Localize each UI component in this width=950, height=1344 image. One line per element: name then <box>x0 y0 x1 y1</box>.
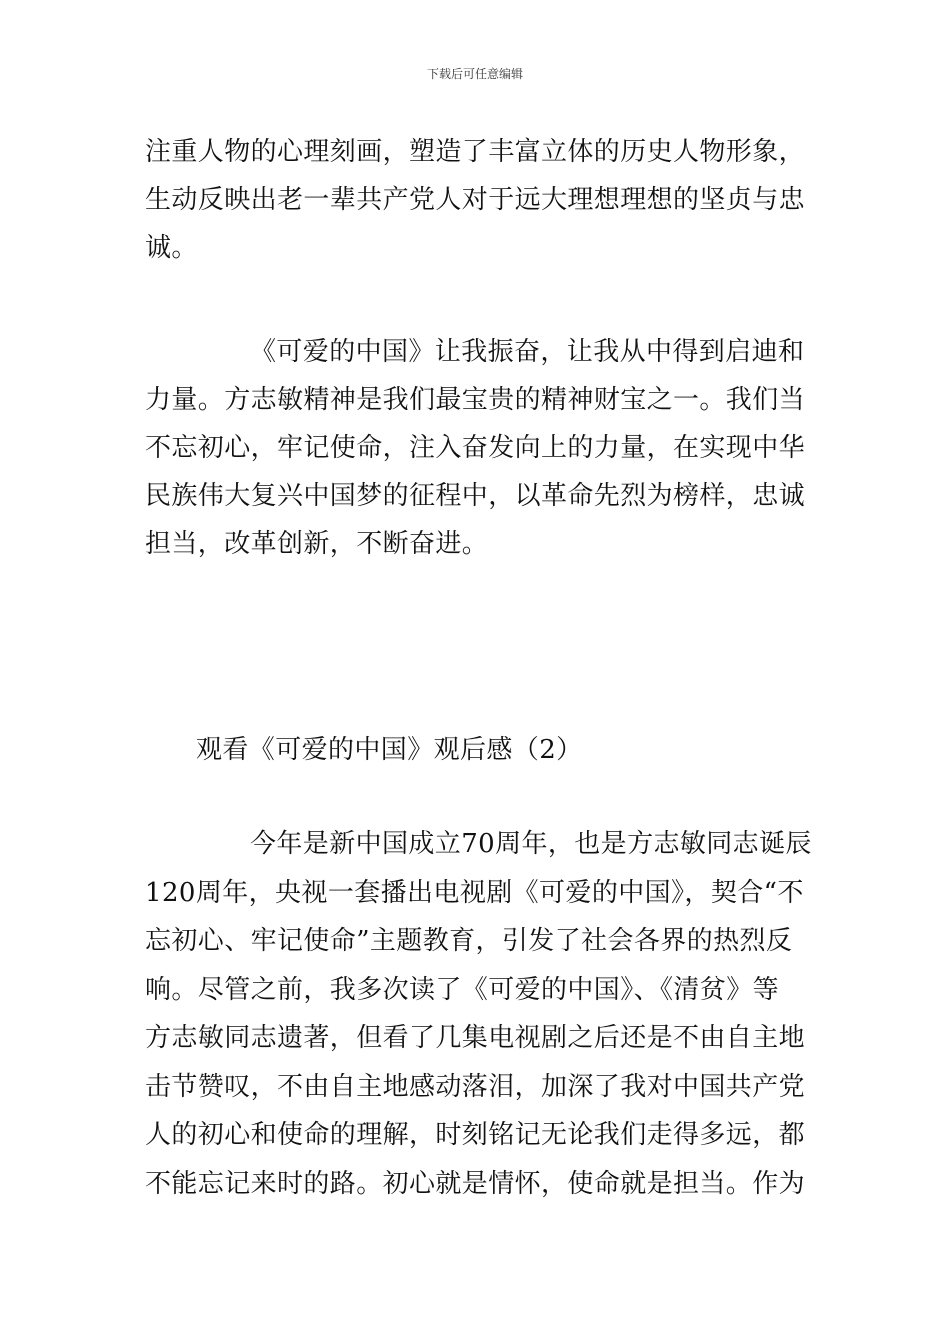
paragraph-line: 诚。 <box>145 233 198 263</box>
paragraph-3 <box>145 820 811 1208</box>
paragraph-line: 今年是新中国成立70周年，也是方志敏同志诞辰 <box>250 829 812 859</box>
page-header-note: 下载后可任意编辑 <box>426 67 523 81</box>
paragraph-line: 响。尽管之前，我多次读了《可爱的中国》、《清贫》等 <box>145 974 780 1005</box>
paragraph-line: 人的初心和使命的理解，时刻铭记无论我们走得多远，都 <box>145 1120 806 1150</box>
paragraph-line: 力量。方志敏精神是我们最宝贵的精神财宝之一。我们当 <box>145 385 806 415</box>
paragraph-line: 《可爱的中国》让我振奋，让我从中得到启迪和 <box>250 337 805 367</box>
paragraph-line: 120周年，央视一套播出电视剧《可爱的中国》，契合“不 <box>145 877 804 908</box>
paragraph-line: 民族伟大复兴中国梦的征程中，以革命先烈为榜样，忠诚 <box>145 481 806 511</box>
section-heading: 观看《可爱的中国》观后感（2） <box>196 735 583 765</box>
paragraph-line: 方志敏同志遗著，但看了几集电视剧之后还是不由自主地 <box>145 1023 806 1053</box>
paragraph-line: 击节赞叹，不由自主地感动落泪，加深了我对中国共产党 <box>145 1071 806 1102</box>
paragraph-2 <box>145 328 811 568</box>
paragraph-line: 担当，改革创新，不断奋进。 <box>145 529 489 559</box>
paragraph-1 <box>145 128 811 272</box>
paragraph-line: 不忘初心，牢记使命，注入奋发向上的力量，在实现中华 <box>145 433 806 463</box>
paragraph-line: 注重人物的心理刻画，塑造了丰富立体的历史人物形象， <box>145 137 806 167</box>
paragraph-line: 忘初心、牢记使命”主题教育，引发了社会各界的热烈反 <box>145 926 793 956</box>
paragraph-line: 不能忘记来时的路。初心就是情怀，使命就是担当。作为 <box>145 1168 806 1199</box>
paragraph-line: 生动反映出老一辈共产党人对于远大理想理想的坚贞与忠 <box>145 185 806 215</box>
